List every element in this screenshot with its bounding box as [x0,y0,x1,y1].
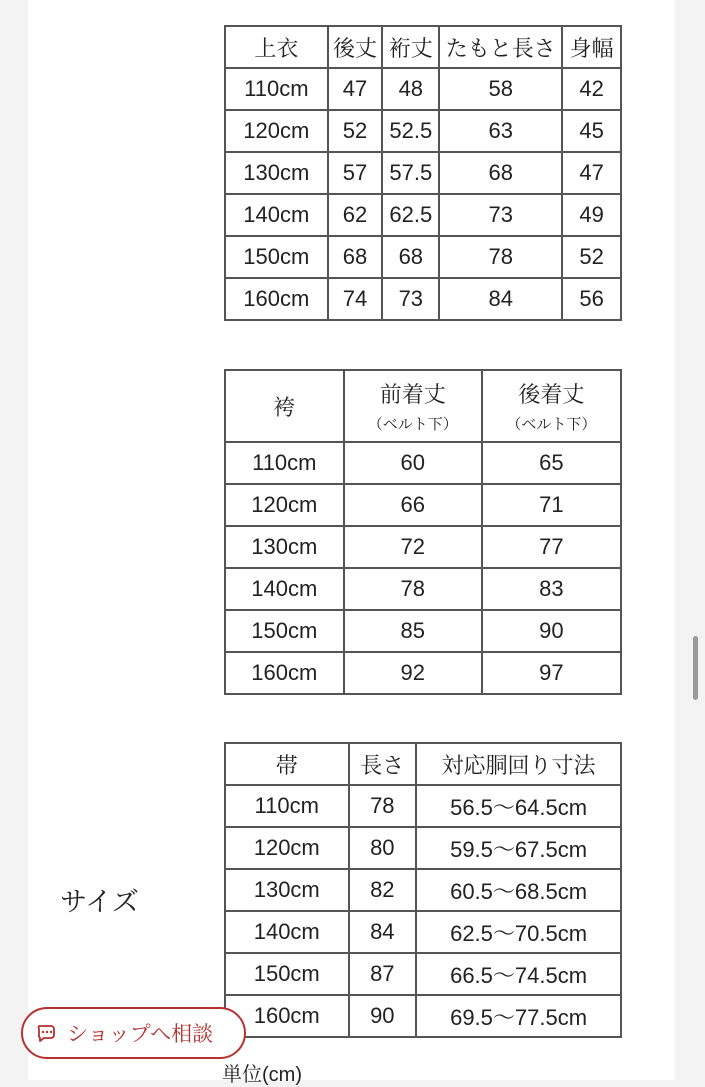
header-cell: 身幅 [562,26,621,68]
table-row [225,911,621,953]
header-sub: （ベルト下） [367,416,458,433]
table-cell: 69.5〜77.5cm [416,995,621,1037]
table-row [225,278,621,320]
table-row [225,995,621,1037]
table-cell: 83 [482,568,621,610]
header-cell: 裄丈 [382,26,439,68]
table-cell: 77 [482,526,621,568]
table-header-row [225,370,621,442]
table-cell: 140cm [225,568,344,610]
table-cell: 68 [439,152,562,194]
table-cell: 62 [328,194,383,236]
table-cell: 160cm [225,995,349,1037]
table-row [225,110,621,152]
table-cell: 120cm [225,484,344,526]
table-row [225,68,621,110]
table-cell: 47 [562,152,621,194]
table-cell: 62.5 [382,194,439,236]
table-cell: 140cm [225,911,349,953]
table-cell: 68 [328,236,383,278]
header-cell: 長さ [349,743,417,785]
table-cell: 72 [344,526,482,568]
table-cell: 82 [349,869,417,911]
table-cell: 78 [344,568,482,610]
table-cell: 90 [349,995,417,1037]
table-cell: 73 [439,194,562,236]
table-cell: 74 [328,278,383,320]
chat-bubble-icon [35,1021,59,1045]
top-size-table [224,25,622,321]
table-row [225,568,621,610]
table-cell: 45 [562,110,621,152]
table-row [225,236,621,278]
table-cell: 84 [349,911,417,953]
table-row [225,785,621,827]
table-cell: 90 [482,610,621,652]
table-cell: 56.5〜64.5cm [416,785,621,827]
table-cell: 68 [382,236,439,278]
table-row [225,484,621,526]
table-row [225,152,621,194]
table-cell: 150cm [225,953,349,995]
table-cell: 60 [344,442,482,484]
table-cell: 78 [349,785,417,827]
table-cell: 78 [439,236,562,278]
table-cell: 66 [344,484,482,526]
table-cell: 57.5 [382,152,439,194]
table-cell: 110cm [225,68,328,110]
table-row [225,827,621,869]
table-row [225,526,621,568]
table-row [225,610,621,652]
header-main: 後着丈 [518,382,585,407]
table-row [225,194,621,236]
table-cell: 160cm [225,278,328,320]
header-cell: 後丈 [328,26,383,68]
unit-note: 単位(cm) [222,1064,302,1086]
table-header-row [225,743,621,785]
table-cell: 52 [328,110,383,152]
table-cell: 71 [482,484,621,526]
table-cell: 150cm [225,236,328,278]
table-cell: 140cm [225,194,328,236]
table-cell: 130cm [225,869,349,911]
table-cell: 150cm [225,610,344,652]
table-row [225,869,621,911]
obi-size-table [224,742,622,1038]
table-cell: 42 [562,68,621,110]
table-cell: 47 [328,68,383,110]
header-main: 袴 [273,394,296,420]
header-cell [482,370,621,442]
shop-consult-label: ショップへ相談 [67,1023,214,1046]
table-cell: 92 [344,652,482,694]
table-cell: 52 [562,236,621,278]
header-cell [344,370,482,442]
table-cell: 65 [482,442,621,484]
table-cell: 73 [382,278,439,320]
table-cell: 66.5〜74.5cm [416,953,621,995]
table-cell: 49 [562,194,621,236]
table-cell: 110cm [225,442,344,484]
table-cell: 130cm [225,526,344,568]
table-cell: 52.5 [382,110,439,152]
table-cell: 84 [439,278,562,320]
table-cell: 97 [482,652,621,694]
header-cell [225,370,344,442]
header-cell: 上衣 [225,26,328,68]
table-cell: 48 [382,68,439,110]
header-cell: たもと長さ [439,26,562,68]
table-cell: 56 [562,278,621,320]
size-label: サイズ [60,887,139,917]
table-cell: 120cm [225,110,328,152]
table-row [225,652,621,694]
table-cell: 110cm [225,785,349,827]
table-cell: 59.5〜67.5cm [416,827,621,869]
scrollbar-thumb[interactable] [693,636,698,700]
table-cell: 60.5〜68.5cm [416,869,621,911]
table-row [225,442,621,484]
table-cell: 62.5〜70.5cm [416,911,621,953]
table-cell: 160cm [225,652,344,694]
table-cell: 85 [344,610,482,652]
table-cell: 80 [349,827,417,869]
hakama-size-table [224,369,622,695]
table-cell: 120cm [225,827,349,869]
table-cell: 58 [439,68,562,110]
table-header-row [225,26,621,68]
table-cell: 63 [439,110,562,152]
header-cell: 帯 [225,743,349,785]
table-cell: 87 [349,953,417,995]
header-cell: 対応胴回り寸法 [416,743,621,785]
table-cell: 57 [328,152,383,194]
shop-consult-button[interactable] [21,1007,246,1059]
table-cell: 130cm [225,152,328,194]
header-sub: （ベルト下） [506,416,597,433]
header-main: 前着丈 [379,382,446,407]
table-row [225,953,621,995]
